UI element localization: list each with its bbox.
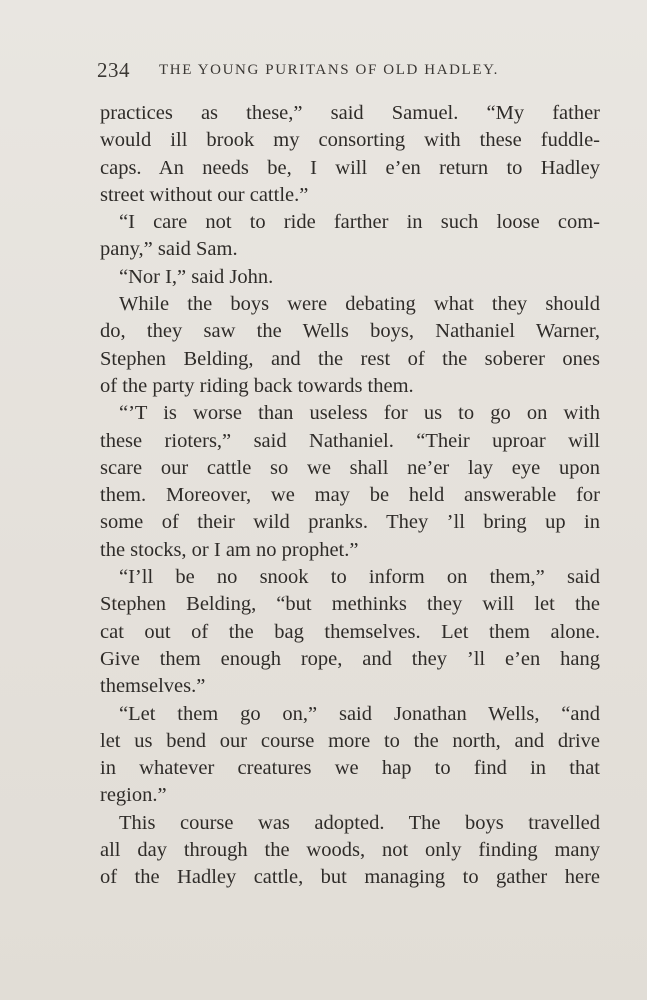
running-title: THE YOUNG PURITANS OF OLD HADLEY. [159,62,499,78]
running-head [97,58,542,86]
text-line: these rioters,” said Nathaniel. “Their uproar will [100,429,600,452]
text-line: This course was adopted. The boys travelled [119,811,600,834]
text-line: “’T is worse than useless for us to go on with [119,402,600,425]
text-line: practices as these,” said Samuel. “My father [100,102,600,124]
text-line: While the boys were debating what they should [119,293,600,316]
text-line: would ill brook my consorting with these fuddle- [100,129,600,152]
text-line: region.” [100,784,167,807]
text-line: some of their wild pranks. They ’ll bring up in [100,511,600,534]
text-line: Stephen Belding, “but methinks they will let the [100,593,600,616]
text-line: cat out of the bag themselves. Let them alone. [100,620,600,643]
body-text [100,100,600,892]
text-line: them. Moreover, we may be held answerable for [100,484,600,507]
text-line: “Nor I,” said John. [119,265,274,288]
page-number: 234 [97,58,130,82]
text-line: “I care not to ride farther in such loose com- [119,211,600,234]
text-line: the stocks, or I am no prophet.” [100,538,359,561]
text-line: themselves.” [100,675,206,698]
text-line: of the party riding back towards them. [100,374,414,397]
text-line: “I’ll be no snook to inform on them,” said [119,566,600,589]
text-line: street without our cattle.” [100,183,309,206]
text-line: Stephen Belding, and the rest of the soberer ones [100,347,600,370]
text-line: do, they saw the Wells boys, Nathaniel Warner, [100,320,600,343]
text-line: Give them enough rope, and they ’ll e’en hang [100,647,600,670]
text-line: in whatever creatures we hap to find in that [100,757,600,780]
text-line: scare our cattle so we shall ne’er lay eye upon [100,456,600,479]
text-line: all day through the woods, not only finding many [100,839,600,862]
text-line: caps. An needs be, I will e’en return to Hadley [100,156,600,179]
text-line: “Let them go on,” said Jonathan Wells, “and [119,702,600,725]
text-line: pany,” said Sam. [100,238,238,261]
text-line: of the Hadley cattle, but managing to gather here [100,866,600,889]
text-line: let us bend our course more to the north, and drive [100,729,600,752]
